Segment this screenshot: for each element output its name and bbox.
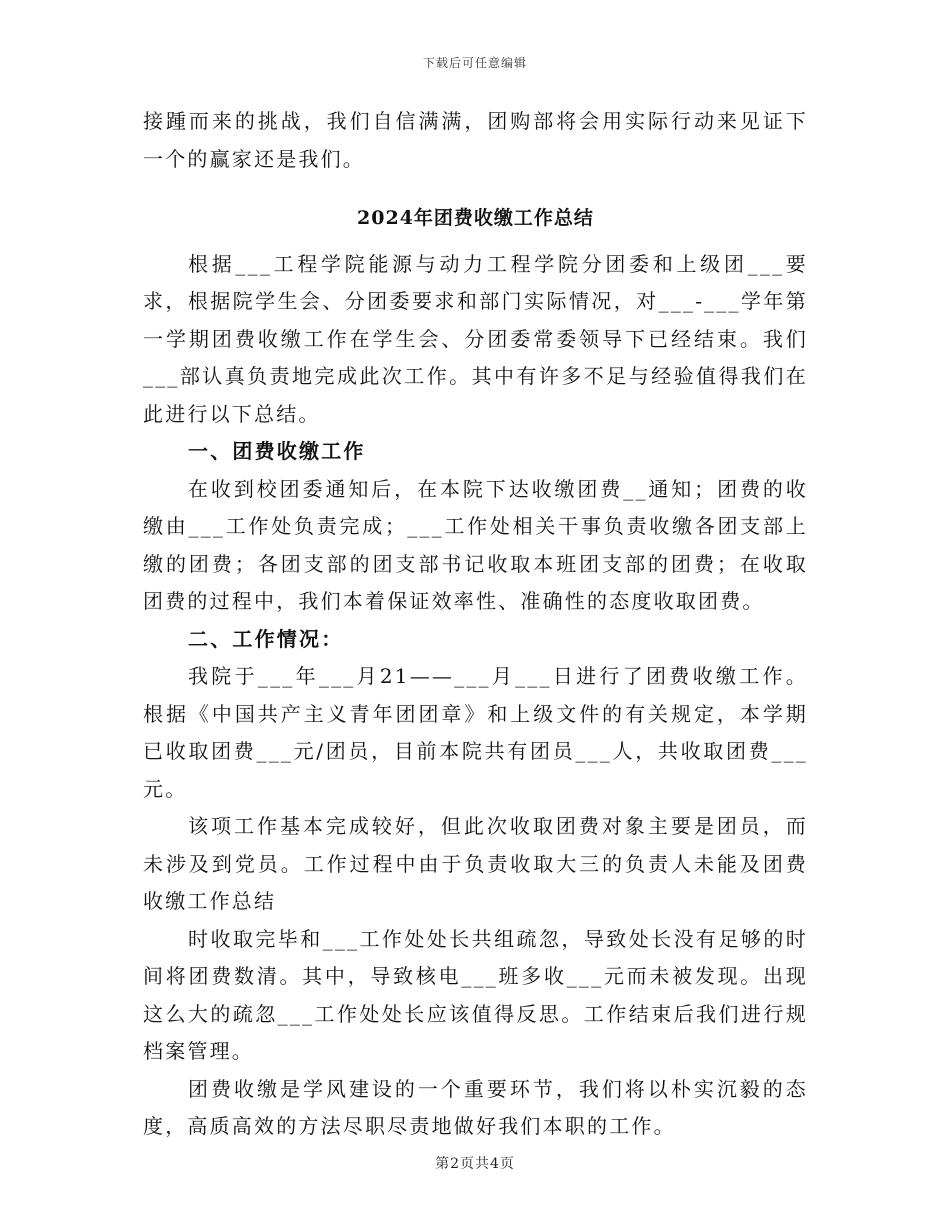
page-header-note: 下载后可任意编辑: [422, 56, 527, 70]
document-body: [143, 103, 808, 1146]
intro-paragraph: 根据___工程学院能源与动力工程学院分团委和上级团___要求，根据院学生会、分团委要求和部门实际情况，对___-___学年第一学期团费收缴工作在学生会、分团委常委领导下已经结束。我们___部认真负责地完成此次工作。其中有许多不足与经验值得我们在此进行以下总结。: [143, 251, 808, 426]
document-title: 2024年团费收缴工作总结: [357, 207, 594, 229]
closing-paragraph: 团费收缴是学风建设的一个重要环节，我们将以朴实沉毅的态度，高质高效的方法尽职尽责地做好我们本职的工作。: [143, 1076, 808, 1138]
section-heading-work-status: 二、工作情况：: [188, 626, 344, 651]
section-heading-fee-collection: 一、团费收缴工作: [188, 439, 366, 463]
continuation-paragraph: 接踵而来的挑战，我们自信满满，团购部将会用实际行动来见证下一个的赢家还是我们。: [143, 109, 808, 171]
reflection-paragraph: 时收取完毕和___工作处处长共组疏忽，导致处长没有足够的时间将团费数清。其中，导致核电___班多收___元而未被发现。出现这么大的疏忽___工作处处长应该值得反思。工作结束后我们进行规档案管理。: [143, 926, 808, 1063]
evaluation-paragraph: 该项工作基本完成较好，但此次收取团费对象主要是团员，而未涉及到党员。工作过程中由于负责收取大三的负责人未能及团费收缴工作总结: [143, 814, 808, 913]
page-number: 第2页共4页: [435, 1156, 515, 1172]
fee-collection-paragraph: 在收到校团委通知后，在本院下达收缴团费__通知；团费的收缴由___工作处负责完成；___工作处相关干事负责收缴各团支部上缴的团费；各团支部的团支部书记收取本班团支部的团费；在收取团费的过程中，我们本着保证效率性、准确性的态度收取团费。: [143, 476, 808, 613]
work-status-paragraph: 我院于___年___月21——___月___日进行了团费收缴工作。根据《中国共产主义青年团团章》和上级文件的有关规定，本学期已收取团费___元/团员，目前本院共有团员___人，共收取团费___元。: [143, 664, 808, 801]
